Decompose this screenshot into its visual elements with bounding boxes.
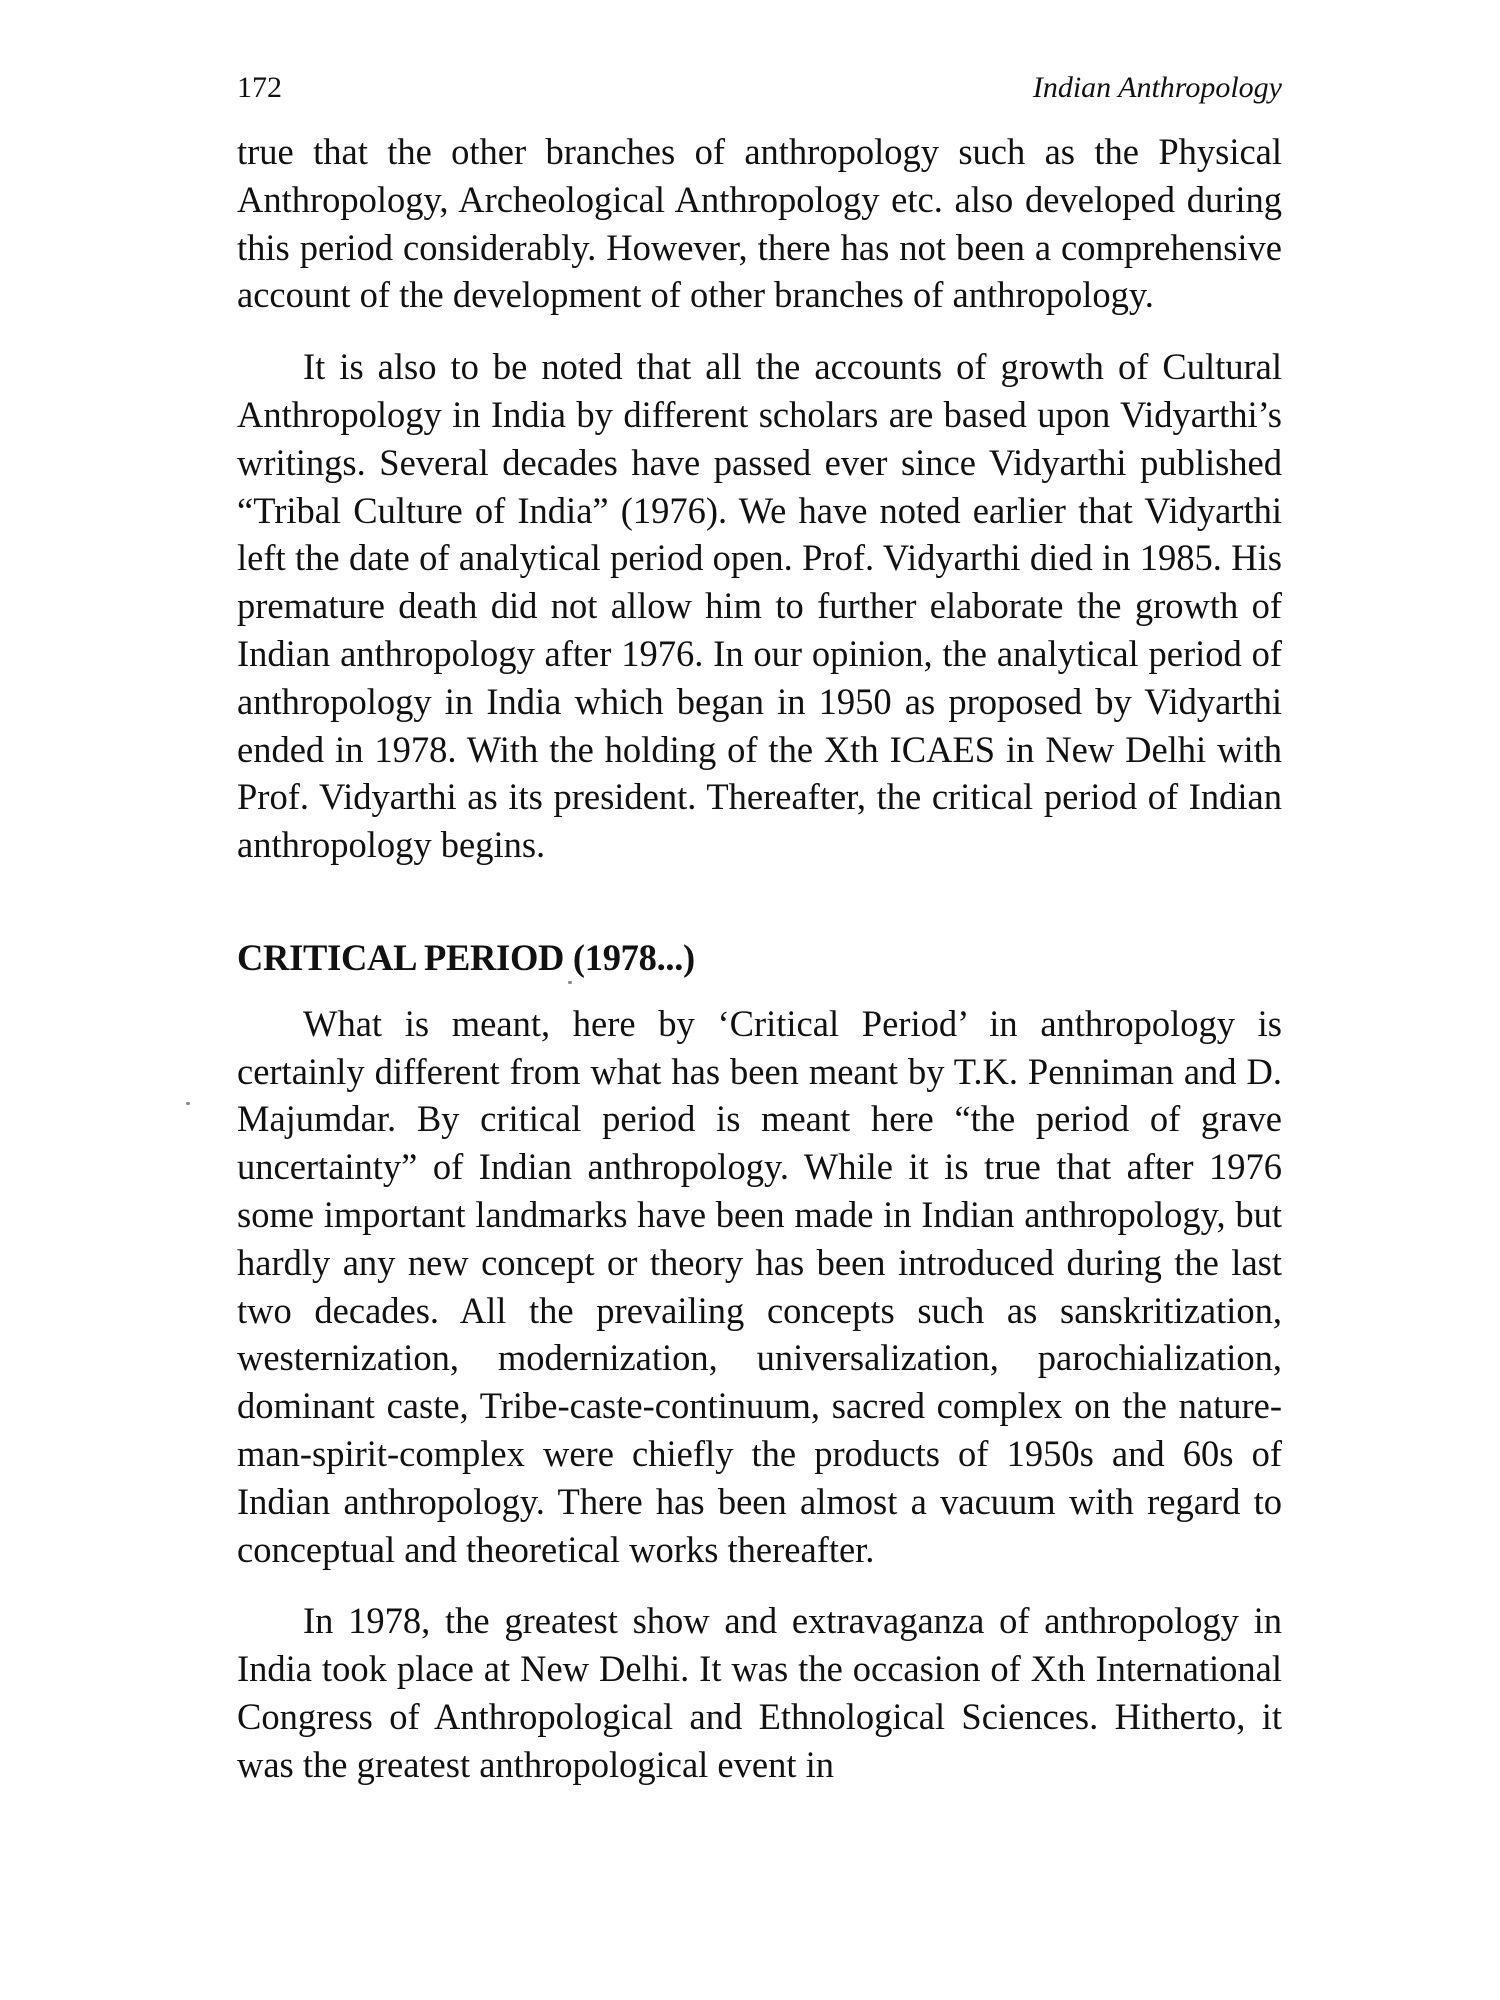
section-heading: CRITICAL PERIOD (1978...) [237, 936, 695, 978]
paragraph-critical-period: What is meant, here by ‘Critical Period’ in anthropology is certainly different from what has been meant by T.K. Penniman and D. Majumdar. By critical period is meant here “the period of grave uncertainty” of Indian anthropology. While it is true that after 1976 some important landmarks have been made in Indian anthropology, but hardly any new concept or theory has been introduced during the last two decades. All the prevailing concepts such as sanskritization, westernization, modernization, universalization, parochialization, dominant caste, Tribe-caste-continuum, sacred complex on the nature-man-spirit-complex were chiefly the products of 1950s and 60s of Indian anthropology. There has been almost a vacuum with regard to conceptual and theoretical works thereafter. [237, 1002, 1282, 1570]
running-header [237, 68, 1282, 108]
scan-speck [568, 981, 572, 984]
scan-speck [186, 1102, 190, 1105]
body-text [237, 128, 1282, 1789]
paragraph-continued: true that the other branches of anthropology such as the Physical Anthropology, Archeological Anthropology etc. also developed during this period considerably. However, there has not been a comprehensive account of the development of other branches of anthropology. [237, 131, 1282, 316]
paragraph-1978-congress: In 1978, the greatest show and extravaganza of anthropology in India took place at New Delhi. It was the occasion of Xth International Congress of Anthropological and Ethnological Sciences. Hitherto, it was the greatest anthropological event in [237, 1600, 1282, 1785]
running-title: Indian Anthropology [1032, 71, 1282, 104]
page-number: 172 [237, 71, 282, 104]
paragraph-vidyarthi: It is also to be noted that all the accounts of growth of Cultural Anthropology in India by different scholars are based upon Vidyarthi’s writings. Several decades have passed ever since Vidyarthi published “Tribal Culture of India” (1976). We have noted earlier that Vidyarthi left the date of analytical period open. Prof. Vidyarthi died in 1985. His premature death did not allow him to further elaborate the growth of Indian anthropology after 1976. In our opinion, the analytical period of anthropology in India which began in 1950 as proposed by Vidyarthi ended in 1978. With the holding of the Xth ICAES in New Delhi with Prof. Vidyarthi as its president. Thereafter, the critical period of Indian anthropology begins. [237, 346, 1282, 866]
